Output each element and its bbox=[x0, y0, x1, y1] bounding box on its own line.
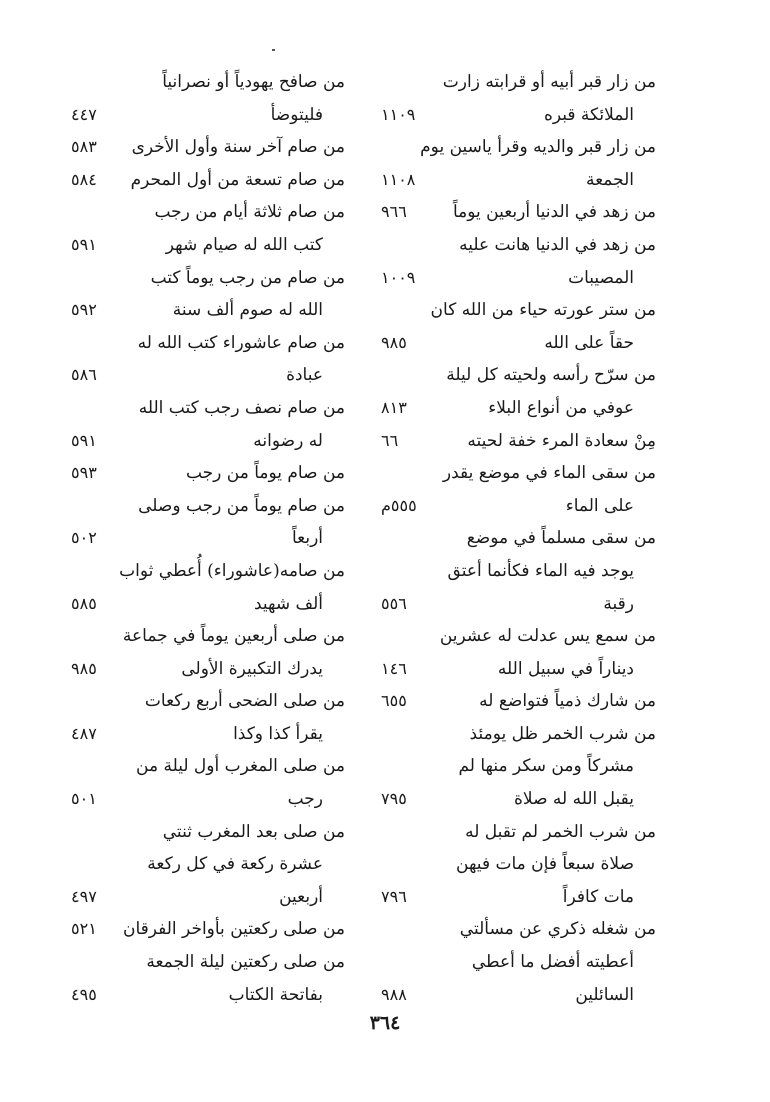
entry-text: بفاتحة الكتاب bbox=[228, 984, 323, 1005]
entry-page-ref: ٩٨٨ bbox=[381, 984, 407, 1004]
entry-page-ref: ٧٩٦ bbox=[381, 886, 407, 906]
entry-text: عبادة bbox=[286, 365, 323, 386]
top-mark bbox=[272, 49, 275, 51]
index-entry-line bbox=[381, 979, 656, 1012]
entry-text: يدرك التكبيرة الأولى bbox=[181, 658, 323, 679]
entry-text: من سقى مسلماً في موضع bbox=[466, 528, 656, 549]
entry-text: مات كافراً bbox=[562, 886, 634, 907]
index-entry-line bbox=[71, 131, 345, 164]
entry-text: يقبل الله له صلاة bbox=[514, 789, 634, 810]
index-entry-line bbox=[71, 229, 345, 262]
entry-text: من صام ثلاثة أيام من رجب bbox=[154, 202, 345, 223]
entry-text: السائلين bbox=[575, 984, 634, 1005]
entry-text: أربعين bbox=[279, 886, 323, 907]
index-entry-line bbox=[71, 783, 345, 816]
index-entry-line bbox=[71, 848, 345, 881]
index-entry-line bbox=[71, 425, 345, 458]
entry-text: له رضوانه bbox=[253, 430, 323, 451]
entry-text: يقرأ كذا وكذا bbox=[233, 723, 323, 744]
entry-text: من صلى بعد المغرب ثنتي bbox=[162, 821, 345, 842]
entry-page-ref: ٥٥٦ bbox=[381, 593, 407, 613]
entry-page-ref: ٩٦٦ bbox=[381, 202, 407, 222]
index-entry-line bbox=[71, 816, 345, 849]
entry-page-ref: ٥٩٢ bbox=[71, 300, 97, 320]
entry-page-ref: ٤٨٧ bbox=[71, 723, 97, 743]
index-entry-line bbox=[381, 881, 656, 914]
entry-text: من صامه(عاشوراء) أُعطي ثواب bbox=[119, 560, 345, 581]
index-entry-line bbox=[381, 359, 656, 392]
index-entry-line bbox=[71, 750, 345, 783]
index-entry-line bbox=[71, 685, 345, 718]
entry-text: من صلى أربعين يوماً في جماعة bbox=[122, 626, 345, 647]
entry-text: من صام يوماً من رجب bbox=[185, 463, 345, 484]
entry-text: من صام نصف رجب كتب الله bbox=[138, 397, 345, 418]
index-entry-line bbox=[71, 490, 345, 523]
index-entry-line bbox=[381, 620, 656, 653]
entry-text: مشركاً ومن سكر منها لم bbox=[458, 756, 634, 777]
index-entry-line bbox=[71, 196, 345, 229]
entry-text: الملائكة قبره bbox=[543, 104, 634, 125]
index-entry-line bbox=[381, 588, 656, 621]
index-entry-line bbox=[71, 164, 345, 197]
index-entry-line bbox=[381, 946, 656, 979]
entry-text: من صافح يهودياً أو نصرانياً bbox=[162, 72, 345, 92]
entry-page-ref: ٤٤٧ bbox=[71, 104, 97, 124]
index-entry-line bbox=[381, 262, 656, 295]
index-entry-line bbox=[381, 229, 656, 262]
index-entry-line bbox=[381, 457, 656, 490]
entry-text: من سمع يس عدلت له عشرين bbox=[439, 626, 656, 647]
index-entry-line bbox=[71, 457, 345, 490]
entry-page-ref: ٥٨٥ bbox=[71, 593, 97, 613]
index-entry-line bbox=[71, 99, 345, 132]
index-entry-line bbox=[381, 490, 656, 523]
entry-page-ref: ٦٦ bbox=[381, 430, 399, 450]
entry-text: الله له صوم ألف سنة bbox=[172, 300, 323, 321]
entry-text: من صام من رجب يوماً كتب bbox=[150, 267, 345, 288]
index-entry-line bbox=[381, 522, 656, 555]
entry-text: من صام يوماً من رجب وصلى bbox=[138, 495, 345, 516]
entry-text: كتب الله له صيام شهر bbox=[165, 234, 323, 255]
entry-text: عوفي من أنواع البلاء bbox=[488, 397, 634, 418]
entry-text: من صلى الضحى أربع ركعات bbox=[144, 691, 345, 712]
entry-page-ref: ٨١٣ bbox=[381, 397, 407, 417]
entry-text: من شرب الخمر ظل يومئذ bbox=[469, 723, 656, 744]
index-entry-line bbox=[381, 783, 656, 816]
entry-text: من زار قبر أبيه أو قرابته زارت bbox=[442, 72, 656, 92]
index-entry-line bbox=[381, 848, 656, 881]
index-entry-line bbox=[71, 392, 345, 425]
entry-page-ref: ٩٨٥ bbox=[381, 332, 407, 352]
entry-page-ref: ٤٩٧ bbox=[71, 886, 97, 906]
entry-page-ref: ١١٠٩ bbox=[381, 104, 416, 124]
entry-page-ref: ٥٠٢ bbox=[71, 528, 97, 548]
entry-text: من سقى الماء في موضع يقدر bbox=[442, 463, 656, 484]
index-entry-line bbox=[71, 66, 345, 99]
index-entry-line bbox=[381, 196, 656, 229]
index-entry-line bbox=[381, 425, 656, 458]
entry-text: من زهد في الدنيا هانت عليه bbox=[459, 234, 656, 255]
index-entry-line bbox=[381, 99, 656, 132]
entry-text: من ستر عورته حياء من الله كان bbox=[430, 300, 656, 321]
index-entry-line bbox=[381, 392, 656, 425]
entry-page-ref: ٥٨٣ bbox=[71, 137, 97, 157]
index-entry-line bbox=[381, 653, 656, 686]
index-entry-line bbox=[71, 620, 345, 653]
index-entry-line bbox=[71, 588, 345, 621]
index-entry-line bbox=[381, 131, 656, 164]
entry-text: من صلى ركعتين ليلة الجمعة bbox=[146, 952, 345, 973]
entry-page-ref: ١٤٦ bbox=[381, 658, 407, 678]
entry-page-ref: ٩٨٥ bbox=[71, 658, 97, 678]
entry-text: من صلى ركعتين بأواخر الفرقان bbox=[122, 919, 345, 940]
index-entry-line bbox=[71, 522, 345, 555]
index-entry-line bbox=[381, 750, 656, 783]
entry-page-ref: ٥٥٥م bbox=[381, 495, 417, 515]
entry-text: من صلى المغرب أول ليلة من bbox=[136, 756, 345, 777]
entry-text: الجمعة bbox=[585, 169, 634, 190]
index-entry-line bbox=[381, 913, 656, 946]
entry-text: من شرب الخمر لم تقبل له bbox=[465, 821, 656, 842]
entry-text: على الماء bbox=[565, 495, 634, 516]
index-entry-line bbox=[381, 66, 656, 99]
entry-text: من صام عاشوراء كتب الله له bbox=[137, 332, 345, 353]
entry-text: يوجد فيه الماء فكأنما أعتق bbox=[447, 560, 634, 581]
index-entry-line bbox=[71, 718, 345, 751]
index-entry-line bbox=[381, 164, 656, 197]
entry-text: ألف شهيد bbox=[253, 593, 323, 614]
entry-page-ref: ٥٠١ bbox=[71, 789, 97, 809]
index-entry-line bbox=[381, 327, 656, 360]
entry-text: أعطيته أفضل ما أعطي bbox=[471, 952, 634, 973]
entry-text: من شغله ذكري عن مسألتي bbox=[459, 919, 656, 940]
entry-text: المصيبات bbox=[568, 267, 634, 288]
entry-text: من سرّح رأسه ولحيته كل ليلة bbox=[446, 365, 656, 386]
entry-text: مِنْ سعادة المرء خفة لحيته bbox=[467, 430, 656, 451]
index-entry-line bbox=[71, 881, 345, 914]
entry-text: رجب bbox=[287, 789, 323, 810]
index-entry-line bbox=[71, 262, 345, 295]
entry-page-ref: ٦٥٥ bbox=[381, 691, 407, 711]
entry-page-ref: ٥٩١ bbox=[71, 234, 97, 254]
entry-page-ref: ١١٠٨ bbox=[381, 169, 416, 189]
entry-page-ref: ٥٩١ bbox=[71, 430, 97, 450]
index-entry-line bbox=[381, 555, 656, 588]
index-entry-line bbox=[381, 718, 656, 751]
index-entry-line bbox=[71, 979, 345, 1012]
entry-text: من صام آخر سنة وأول الأخرى bbox=[131, 137, 345, 158]
index-entry-line bbox=[71, 327, 345, 360]
entry-text: حقاً على الله bbox=[544, 332, 634, 353]
entry-text: عشرة ركعة في كل ركعة bbox=[147, 854, 323, 875]
index-entry-line bbox=[71, 653, 345, 686]
entry-text: من صام تسعة من أول المحرم bbox=[130, 169, 345, 190]
entry-text: من شارك ذمياً فتواضع له bbox=[479, 691, 656, 712]
entry-page-ref: ٥٩٣ bbox=[71, 463, 97, 483]
entry-text: من زار قبر والديه وقرأ ياسين يوم bbox=[420, 137, 656, 158]
index-entry-line bbox=[381, 816, 656, 849]
entry-text: من زهد في الدنيا أربعين يوماً bbox=[452, 202, 656, 223]
entry-page-ref: ٥٨٤ bbox=[71, 169, 97, 189]
entry-text: أربعاً bbox=[291, 528, 323, 549]
entry-page-ref: ١٠٠٩ bbox=[381, 267, 416, 287]
entry-text: صلاة سبعاً فإن مات فيهن bbox=[456, 854, 634, 875]
entry-text: ديناراً في سبيل الله bbox=[497, 658, 634, 679]
index-entry-line bbox=[71, 359, 345, 392]
index-entry-line bbox=[71, 294, 345, 327]
page-number: ٣٦٤ bbox=[369, 1012, 401, 1034]
index-entry-line bbox=[71, 946, 345, 979]
index-entry-line bbox=[71, 555, 345, 588]
entry-page-ref: ٧٩٥ bbox=[381, 789, 407, 809]
entry-page-ref: ٥٨٦ bbox=[71, 365, 97, 385]
index-column-left bbox=[71, 66, 345, 1011]
index-entry-line bbox=[381, 294, 656, 327]
entry-page-ref: ٤٩٥ bbox=[71, 984, 97, 1004]
index-column-right bbox=[381, 66, 656, 1011]
index-entry-line bbox=[71, 913, 345, 946]
entry-text: فليتوضأ bbox=[270, 104, 323, 125]
entry-page-ref: ٥٢١ bbox=[71, 919, 97, 939]
entry-text: رقبة bbox=[603, 593, 634, 614]
index-entry-line bbox=[381, 685, 656, 718]
